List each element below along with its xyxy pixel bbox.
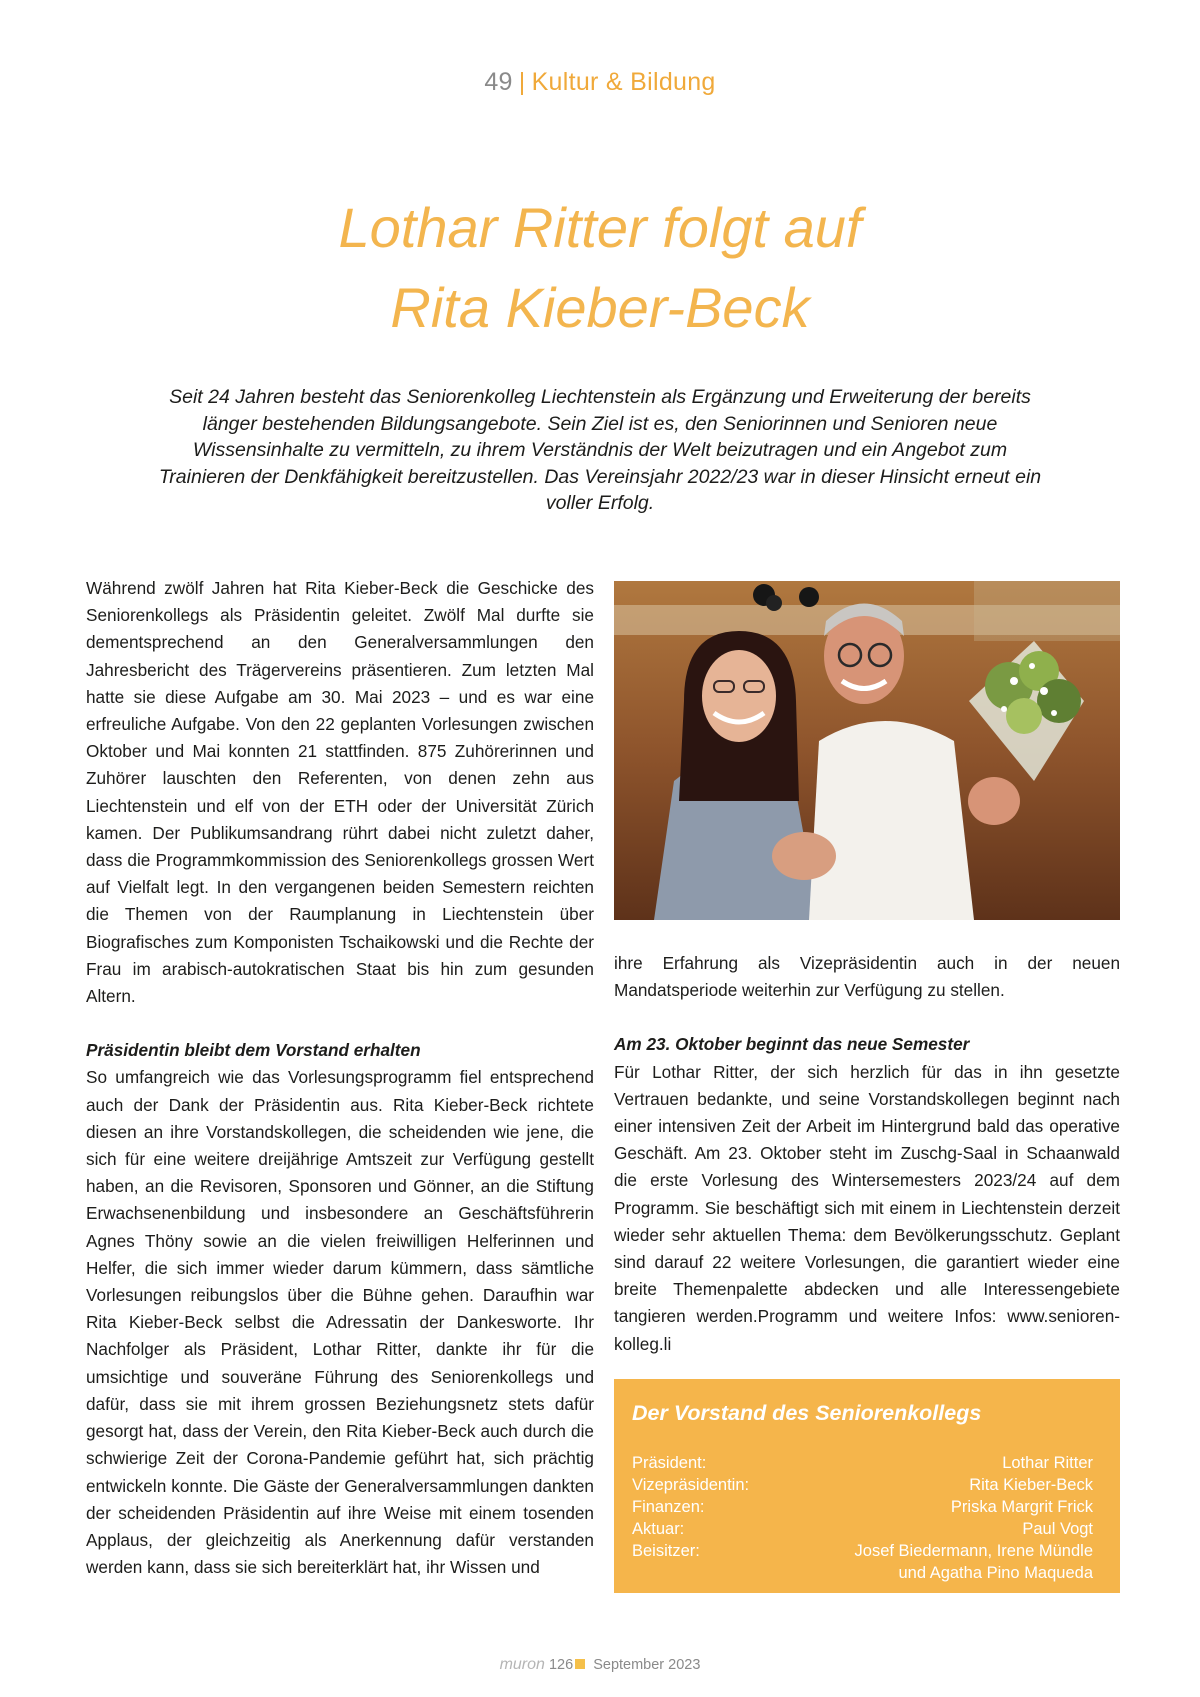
article-photo [614, 581, 1120, 920]
magazine-brand: muron [499, 1656, 545, 1673]
section-name: Kultur & Bildung [531, 68, 716, 96]
board-member: und Agatha Pino Maqueda [898, 1564, 1093, 1582]
subheading-semester: Am 23. Oktober beginnt das neue Semester [614, 1034, 970, 1055]
paragraph-intro: Während zwölf Jahren hat Rita Kieber-Beck die Geschicke des Seniorenkollegs als Präsidentin geleitet. Zwölf Mal durfte sie dementsprechend an den Generalversammlungen den Jahresbericht des Trägervereins präsentieren. Zum letzten Mal hatte sie diese Aufgabe am 30. Mai 2023 – und es war eine erfreuliche Aufgabe. Von den 22 geplanten Vorlesungen zwischen Oktober und Mai konnten 21 stattfinden. 875 Zuhörerinnen und Zuhörer lauschten den Referenten, von denen zehn aus Liechtenstein und elf von der ETH oder der Universität Zürich kamen. Der Publikumsandrang rührt dabei nicht zuletzt daher, dass die Programmkommission des Seniorenkollegs grossen Wert auf Vielfalt legt. In den vergangenen beiden Semestern reichten die Themen von der Raumplanung in Liechtenstein über Biografisches zum Komponisten Tschaikowski und die Rechte der Frau im arabisch-autokratischen Staat bis hin zum gesunden Altern. [86, 578, 594, 1007]
issue-date: September 2023 [593, 1657, 701, 1673]
board-row [632, 1452, 1093, 1474]
spacer [86, 1010, 594, 1037]
board-role: Aktuar: [632, 1520, 685, 1538]
issue-number: 126 [548, 1657, 574, 1673]
board-member: Josef Biedermann, Irene Mündle [854, 1542, 1093, 1560]
board-role: Vizepräsidentin: [632, 1476, 750, 1494]
board-info-box [614, 1379, 1120, 1593]
title-line-2: Rita Kieber-Beck [390, 276, 810, 339]
spacer [614, 1004, 1120, 1031]
board-role: Beisitzer: [632, 1542, 700, 1560]
board-row [632, 1474, 1093, 1496]
page-header [0, 68, 1200, 97]
board-role: Präsident: [632, 1454, 707, 1472]
right-column [614, 950, 1120, 1358]
article-lead: Seit 24 Jahren besteht das Seniorenkolleg Liechtenstein als Ergänzung und Erweiterung der bereits länger bestehenden Bildungsangebote. Sein Ziel ist es, den Seniorinnen und Senioren neue Wissensinhalte zu vermitteln, zu ihrem Verständnis der Welt beizutragen und ein Angebot zum Trainieren der Denkfähigkeit bereitzustellen. Das Vereinsjahr 2022/23 war in dieser Hinsicht erneut ein voller Erfolg. [158, 386, 1042, 514]
article-title [0, 188, 1200, 348]
square-marker-icon [575, 1659, 585, 1669]
header-separator: | [518, 68, 526, 96]
board-row [632, 1518, 1093, 1540]
board-title: Der Vorstand des Seniorenkollegs [632, 1401, 982, 1425]
paragraph-thanks: So umfangreich wie das Vorlesungsprogramm fiel entsprechend auch der Dank der Präsidentin aus. Rita Kieber-Beck richtete diesen an ihre Vorstandskollegen, die scheidenden wie jene, die sich für eine weitere dreijährige Amtszeit zur Verfügung gestellt haben, an die Revisoren, Sponsoren und Gönner, an die Stiftung Erwachsenenbildung und insbesondere an Geschäftsführerin Agnes Thöny sowie an die vielen freiwilligen Helferinnen und Helfer, die sich immer wieder darum kümmern, dass sämtliche Vorlesungen reibungslos über die Bühne gehen. Daraufhin war Rita Kieber-Beck selbst die Adressatin der Dankesworte. Ihr Nachfolger als Präsident, Lothar Ritter, dankte ihr für die umsichtige und souveräne Führung des Seniorenkollegs und dafür, dass sie mit ihrem grossen Beziehungsnetz stets dafür gesorgt hat, dass der Verein, den Rita Kieber-Beck auch durch die schwierige Zeit der Corona-Pandemie geführt hat, sich prächtig entwickeln konnte. Die Gäste der Generalversammlungen dankten der scheidenden Präsidentin auf ihre Weise mit einem tosenden Applaus, der gleichzeitig als Anerkennung dafür verstanden werden kann, dass sie sich bereiterklärt hat, ihr Wissen und [86, 1067, 594, 1578]
subheading-president: Präsidentin bleibt dem Vorstand erhalten [86, 1040, 421, 1061]
paragraph-experience: ihre Erfahrung als Vizepräsidentin auch in der neuen Mandatsperiode weiterhin zur Verfügung zu stellen. [614, 953, 1120, 1001]
board-member: Lothar Ritter [1002, 1454, 1093, 1472]
paragraph-semester: Für Lothar Ritter, der sich herzlich für das in ihn gesetzte Vertrauen bedankte, und seine Vorstandskollegen beginnt nach einer intensiven Zeit der Arbeit im Hintergrund bald das operative Geschäft. Am 23. Oktober steht im Zuschg-Saal in Schaanwald die erste Vorlesung des Wintersemesters 2023/24 auf dem Programm. Sie beschäftigt sich mit einem in Liechtenstein derzeit wieder sehr aktuellen Thema: dem Bevölkerungsschutz. Geplant sind darauf 22 weitere Vorlesungen, die garantiert wieder eine breite Themenpalette abdecken und alle Interessengebiete tangieren werden.Programm und weitere Infos: www.senioren-kolleg.li [614, 1061, 1120, 1354]
left-column [86, 575, 594, 1581]
page-number: 49 [484, 68, 513, 96]
board-member: Rita Kieber-Beck [969, 1476, 1093, 1494]
page-footer [0, 1656, 1200, 1674]
board-row [632, 1562, 1093, 1584]
title-line-1: Lothar Ritter folgt auf [338, 196, 862, 259]
board-row [632, 1496, 1093, 1518]
photo-illustration [614, 581, 1120, 920]
board-row [632, 1540, 1093, 1562]
board-member: Paul Vogt [1022, 1520, 1093, 1538]
board-role: Finanzen: [632, 1498, 705, 1516]
board-member: Priska Margrit Frick [950, 1498, 1093, 1516]
